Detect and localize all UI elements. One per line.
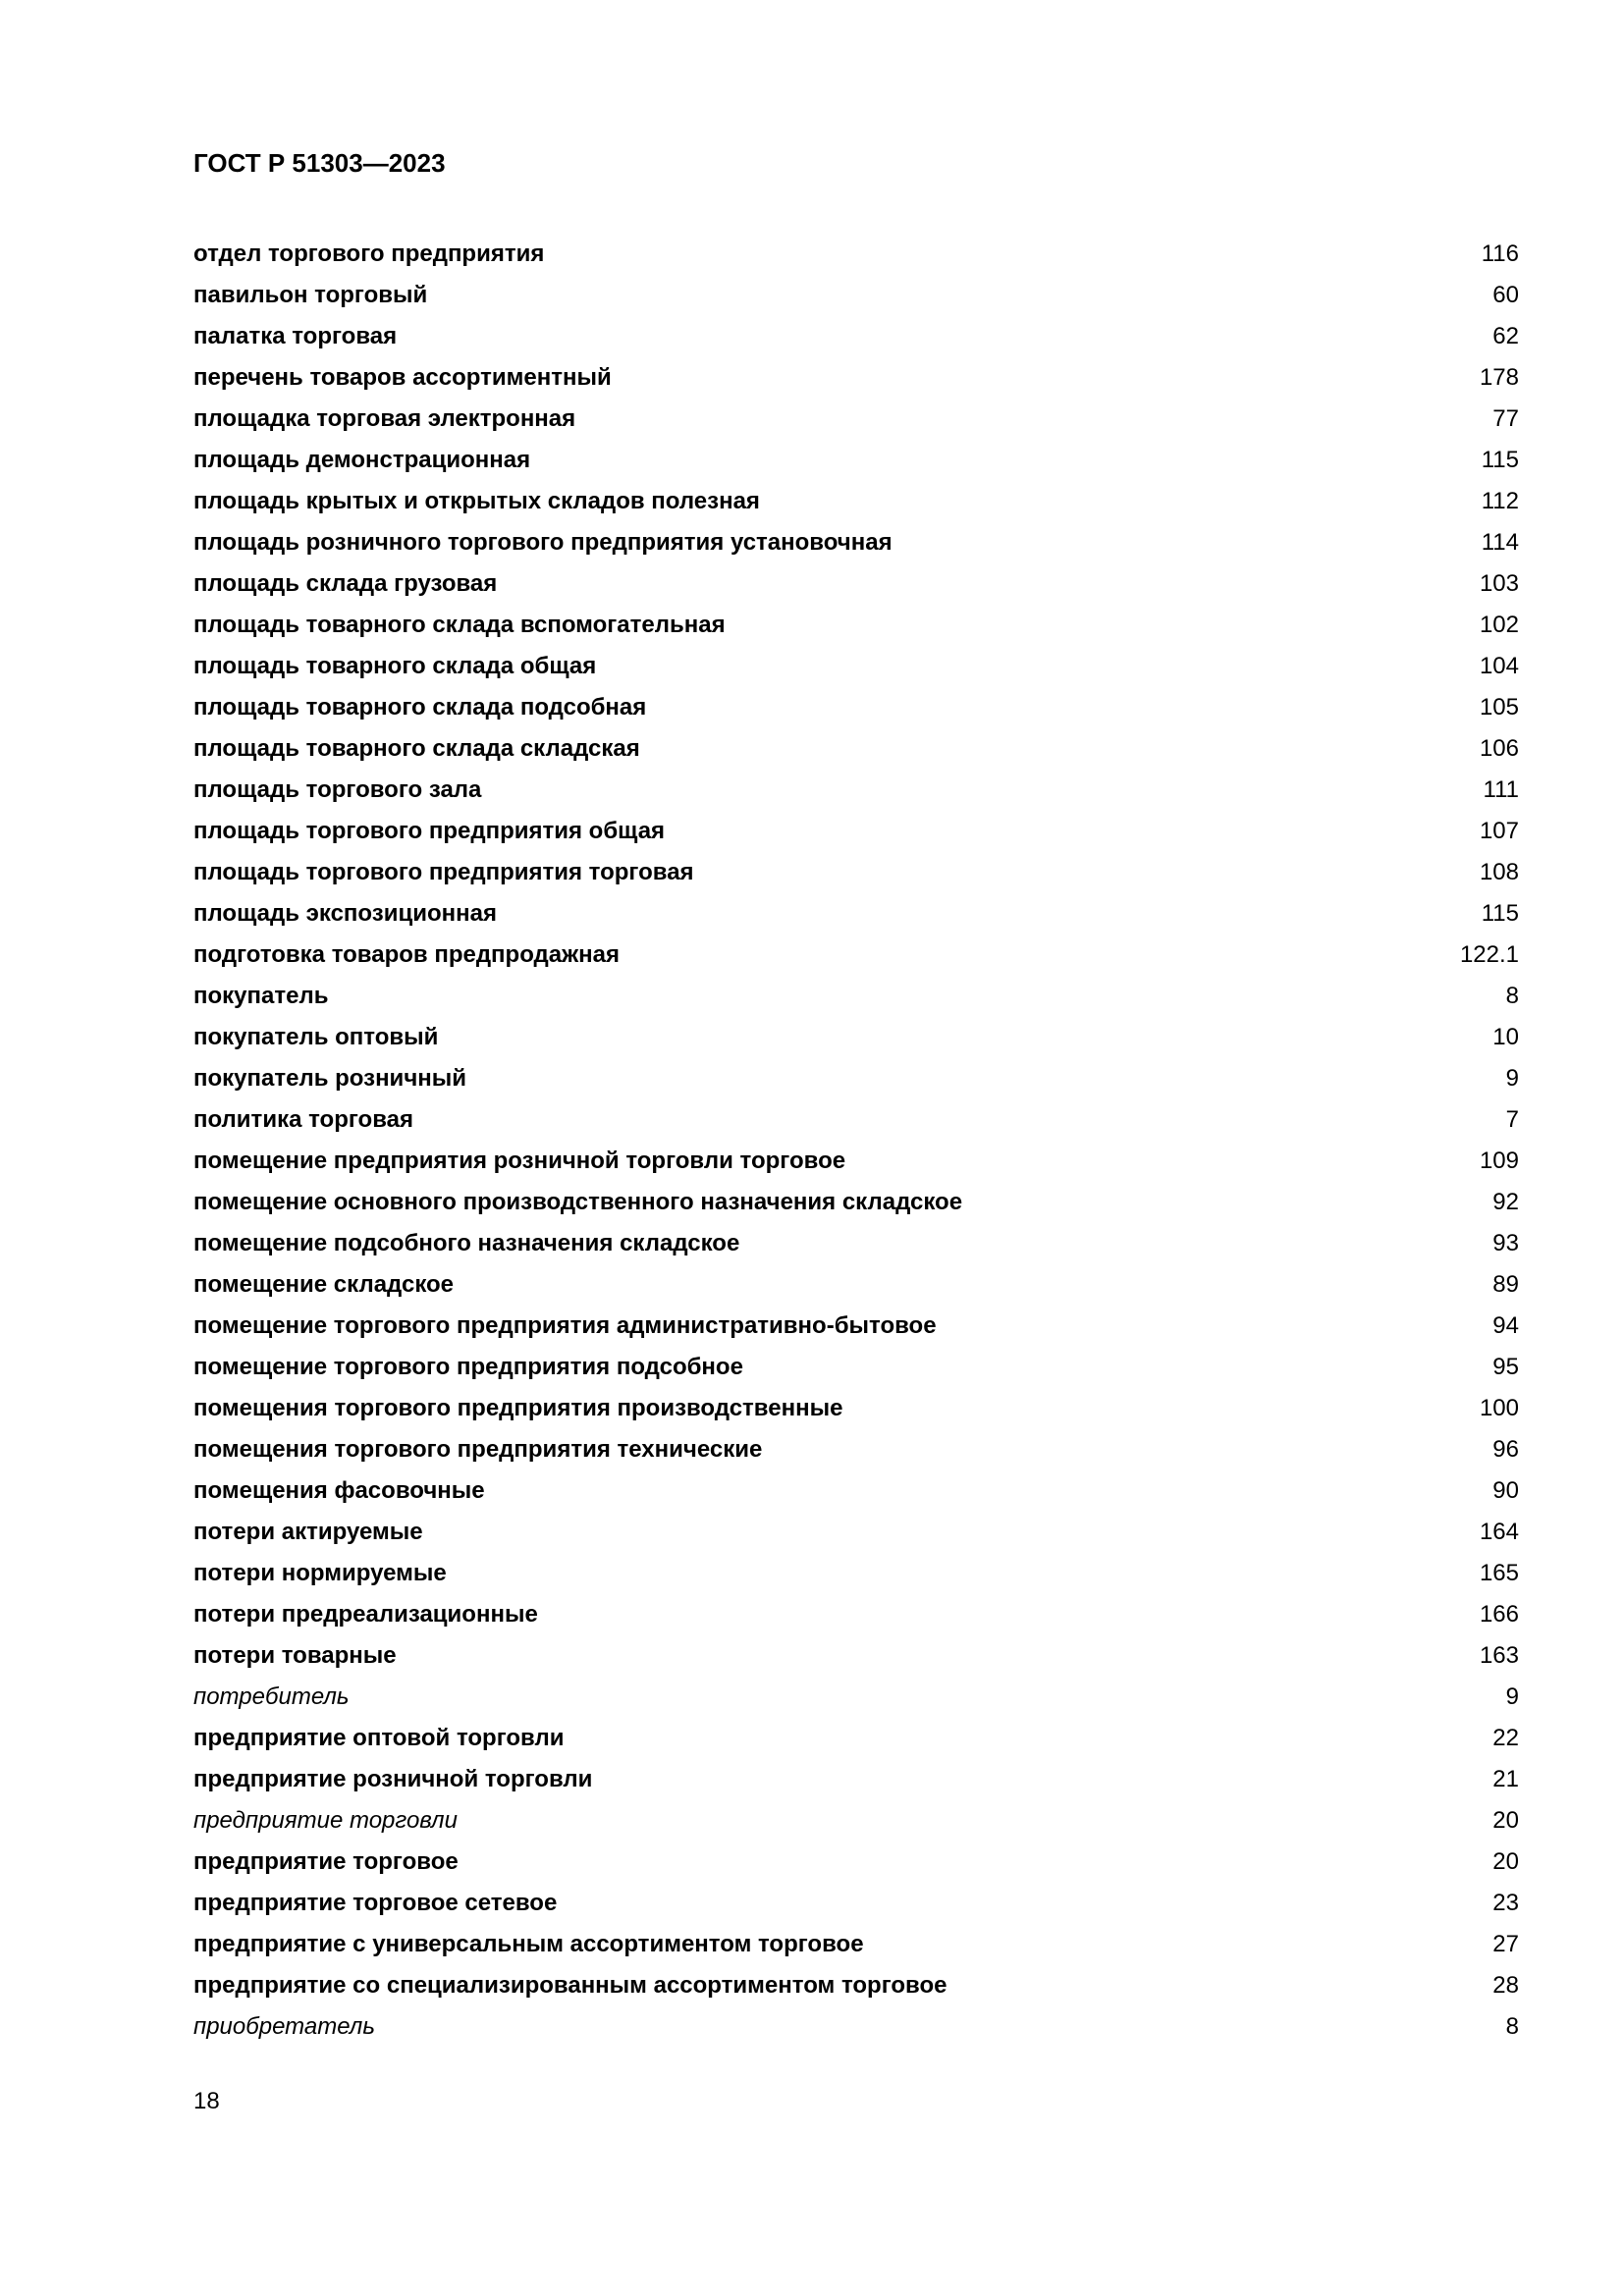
index-term: потери товарные bbox=[193, 1642, 397, 1669]
index-term: отдел торгового предприятия bbox=[193, 240, 545, 267]
index-term: палатка торговая bbox=[193, 323, 398, 349]
index-reference-number: 105 bbox=[1479, 694, 1519, 721]
index-entry bbox=[193, 814, 1519, 855]
index-reference-number: 95 bbox=[1492, 1354, 1519, 1380]
index-entry bbox=[193, 1968, 1519, 2009]
index-entry bbox=[193, 278, 1519, 319]
index-reference-number: 100 bbox=[1479, 1395, 1519, 1421]
index-term: приобретатель bbox=[193, 2013, 375, 2040]
index-entry bbox=[193, 1597, 1519, 1638]
index-entry bbox=[193, 1515, 1519, 1556]
index-reference-number: 27 bbox=[1492, 1931, 1519, 1957]
index-reference-number: 8 bbox=[1505, 983, 1519, 1009]
index-entry bbox=[193, 608, 1519, 649]
index-term: предприятие торговли bbox=[193, 1807, 458, 1834]
index-term: площадь товарного склада складская bbox=[193, 735, 640, 762]
index-entry bbox=[193, 525, 1519, 566]
index-term: помещение торгового предприятия подсобное bbox=[193, 1354, 743, 1380]
index-entry bbox=[193, 1308, 1519, 1350]
index-term: потери нормируемые bbox=[193, 1560, 447, 1586]
index-entry bbox=[193, 1432, 1519, 1473]
index-reference-number: 109 bbox=[1479, 1148, 1519, 1174]
index-reference-number: 20 bbox=[1492, 1848, 1519, 1875]
index-term: потребитель bbox=[193, 1683, 350, 1710]
index-term: помещение торгового предприятия административно-бытовое bbox=[193, 1312, 937, 1339]
index-term: предприятие оптовой торговли bbox=[193, 1725, 565, 1751]
index-entry bbox=[193, 1020, 1519, 1061]
index-reference-number: 106 bbox=[1479, 735, 1519, 762]
index-entry bbox=[193, 2009, 1519, 2051]
index-reference-number: 20 bbox=[1492, 1807, 1519, 1834]
index-reference-number: 111 bbox=[1483, 776, 1519, 803]
index-term: потери актируемые bbox=[193, 1519, 423, 1545]
index-term: площадь крытых и открытых складов полезная bbox=[193, 488, 760, 514]
index-term: площадь торгового зала bbox=[193, 776, 482, 803]
index-term: перечень товаров ассортиментный bbox=[193, 364, 612, 391]
index-entry bbox=[193, 1844, 1519, 1886]
index-term: предприятие с универсальным ассортиментом торговое bbox=[193, 1931, 864, 1957]
index-term: предприятие розничной торговли bbox=[193, 1766, 593, 1792]
index-entry bbox=[193, 443, 1519, 484]
index-term: площадь товарного склада вспомогательная bbox=[193, 612, 726, 638]
index-term: помещения торгового предприятия технические bbox=[193, 1436, 763, 1463]
index-term: покупатель bbox=[193, 983, 329, 1009]
index-term: покупатель розничный bbox=[193, 1065, 466, 1092]
index-reference-number: 9 bbox=[1505, 1683, 1519, 1710]
index-reference-number: 112 bbox=[1481, 488, 1519, 514]
index-term: политика торговая bbox=[193, 1106, 413, 1133]
index-term: предприятие со специализированным ассортиментом торговое bbox=[193, 1972, 947, 1999]
index-reference-number: 165 bbox=[1479, 1560, 1519, 1586]
index-entry bbox=[193, 1886, 1519, 1927]
index-term: покупатель оптовый bbox=[193, 1024, 439, 1050]
index-entry bbox=[193, 1391, 1519, 1432]
index-entry bbox=[193, 1185, 1519, 1226]
index-entry bbox=[193, 1473, 1519, 1515]
index-term: помещение подсобного назначения складское bbox=[193, 1230, 740, 1256]
index-reference-number: 115 bbox=[1481, 900, 1519, 927]
index-reference-number: 114 bbox=[1481, 529, 1519, 556]
index-entry bbox=[193, 1267, 1519, 1308]
index-term: помещения фасовочные bbox=[193, 1477, 485, 1504]
index-entry bbox=[193, 237, 1519, 278]
index-entry bbox=[193, 855, 1519, 896]
index-reference-number: 89 bbox=[1492, 1271, 1519, 1298]
index-reference-number: 115 bbox=[1481, 447, 1519, 473]
index-entry bbox=[193, 1638, 1519, 1680]
index-entry bbox=[193, 731, 1519, 773]
index-entry bbox=[193, 649, 1519, 690]
index-term: помещение складское bbox=[193, 1271, 455, 1298]
index-term: площадка торговая электронная bbox=[193, 405, 576, 432]
index-term: предприятие торговое bbox=[193, 1848, 459, 1875]
index-reference-number: 23 bbox=[1492, 1890, 1519, 1916]
index-term: площадь розничного торгового предприятия установочная bbox=[193, 529, 893, 556]
index-entry bbox=[193, 690, 1519, 731]
index-entry bbox=[193, 979, 1519, 1020]
index-term: помещения торгового предприятия производственные bbox=[193, 1395, 843, 1421]
index-reference-number: 77 bbox=[1492, 405, 1519, 432]
index-reference-number: 178 bbox=[1479, 364, 1519, 391]
index-entry bbox=[193, 937, 1519, 979]
index-reference-number: 21 bbox=[1492, 1766, 1519, 1792]
index-entry bbox=[193, 1721, 1519, 1762]
index-term: площадь экспозиционная bbox=[193, 900, 497, 927]
index-entry bbox=[193, 896, 1519, 937]
index-entry bbox=[193, 401, 1519, 443]
index-term: площадь демонстрационная bbox=[193, 447, 531, 473]
index-entry bbox=[193, 566, 1519, 608]
alphabetical-index-list bbox=[193, 237, 1519, 2051]
index-entry bbox=[193, 1762, 1519, 1803]
index-reference-number: 8 bbox=[1505, 2013, 1519, 2040]
index-reference-number: 93 bbox=[1492, 1230, 1519, 1256]
index-term: площадь товарного склада подсобная bbox=[193, 694, 647, 721]
index-entry bbox=[193, 1061, 1519, 1102]
index-reference-number: 94 bbox=[1492, 1312, 1519, 1339]
index-reference-number: 104 bbox=[1479, 653, 1519, 679]
index-reference-number: 28 bbox=[1492, 1972, 1519, 1999]
index-term: площадь торгового предприятия общая bbox=[193, 818, 666, 844]
index-reference-number: 22 bbox=[1492, 1725, 1519, 1751]
index-term: площадь торгового предприятия торговая bbox=[193, 859, 694, 885]
index-reference-number: 122.1 bbox=[1459, 941, 1519, 968]
index-reference-number: 96 bbox=[1492, 1436, 1519, 1463]
index-entry bbox=[193, 1350, 1519, 1391]
index-reference-number: 163 bbox=[1479, 1642, 1519, 1669]
index-reference-number: 90 bbox=[1492, 1477, 1519, 1504]
index-entry bbox=[193, 1680, 1519, 1721]
index-reference-number: 9 bbox=[1505, 1065, 1519, 1092]
index-entry bbox=[193, 773, 1519, 814]
index-entry bbox=[193, 1144, 1519, 1185]
index-term: потери предреализационные bbox=[193, 1601, 538, 1628]
index-term: площадь товарного склада общая bbox=[193, 653, 597, 679]
index-entry bbox=[193, 1927, 1519, 1968]
index-term: подготовка товаров предпродажная bbox=[193, 941, 621, 968]
index-reference-number: 116 bbox=[1481, 240, 1519, 267]
index-reference-number: 7 bbox=[1505, 1106, 1519, 1133]
document-code-header: ГОСТ Р 51303—2023 bbox=[193, 148, 446, 178]
index-entry bbox=[193, 360, 1519, 401]
index-entry bbox=[193, 1803, 1519, 1844]
index-reference-number: 103 bbox=[1479, 570, 1519, 597]
index-term: помещение основного производственного назначения складское bbox=[193, 1189, 963, 1215]
index-reference-number: 62 bbox=[1492, 323, 1519, 349]
index-reference-number: 92 bbox=[1492, 1189, 1519, 1215]
index-reference-number: 166 bbox=[1479, 1601, 1519, 1628]
index-entry bbox=[193, 1556, 1519, 1597]
page-number: 18 bbox=[193, 2088, 220, 2114]
index-reference-number: 107 bbox=[1479, 818, 1519, 844]
index-reference-number: 164 bbox=[1479, 1519, 1519, 1545]
index-term: помещение предприятия розничной торговли торговое bbox=[193, 1148, 846, 1174]
index-term: площадь склада грузовая bbox=[193, 570, 498, 597]
index-reference-number: 10 bbox=[1492, 1024, 1519, 1050]
index-entry bbox=[193, 1226, 1519, 1267]
index-reference-number: 102 bbox=[1479, 612, 1519, 638]
index-entry bbox=[193, 1102, 1519, 1144]
index-reference-number: 60 bbox=[1492, 282, 1519, 308]
index-entry bbox=[193, 319, 1519, 360]
index-reference-number: 108 bbox=[1479, 859, 1519, 885]
index-term: предприятие торговое сетевое bbox=[193, 1890, 558, 1916]
index-term: павильон торговый bbox=[193, 282, 428, 308]
index-entry bbox=[193, 484, 1519, 525]
